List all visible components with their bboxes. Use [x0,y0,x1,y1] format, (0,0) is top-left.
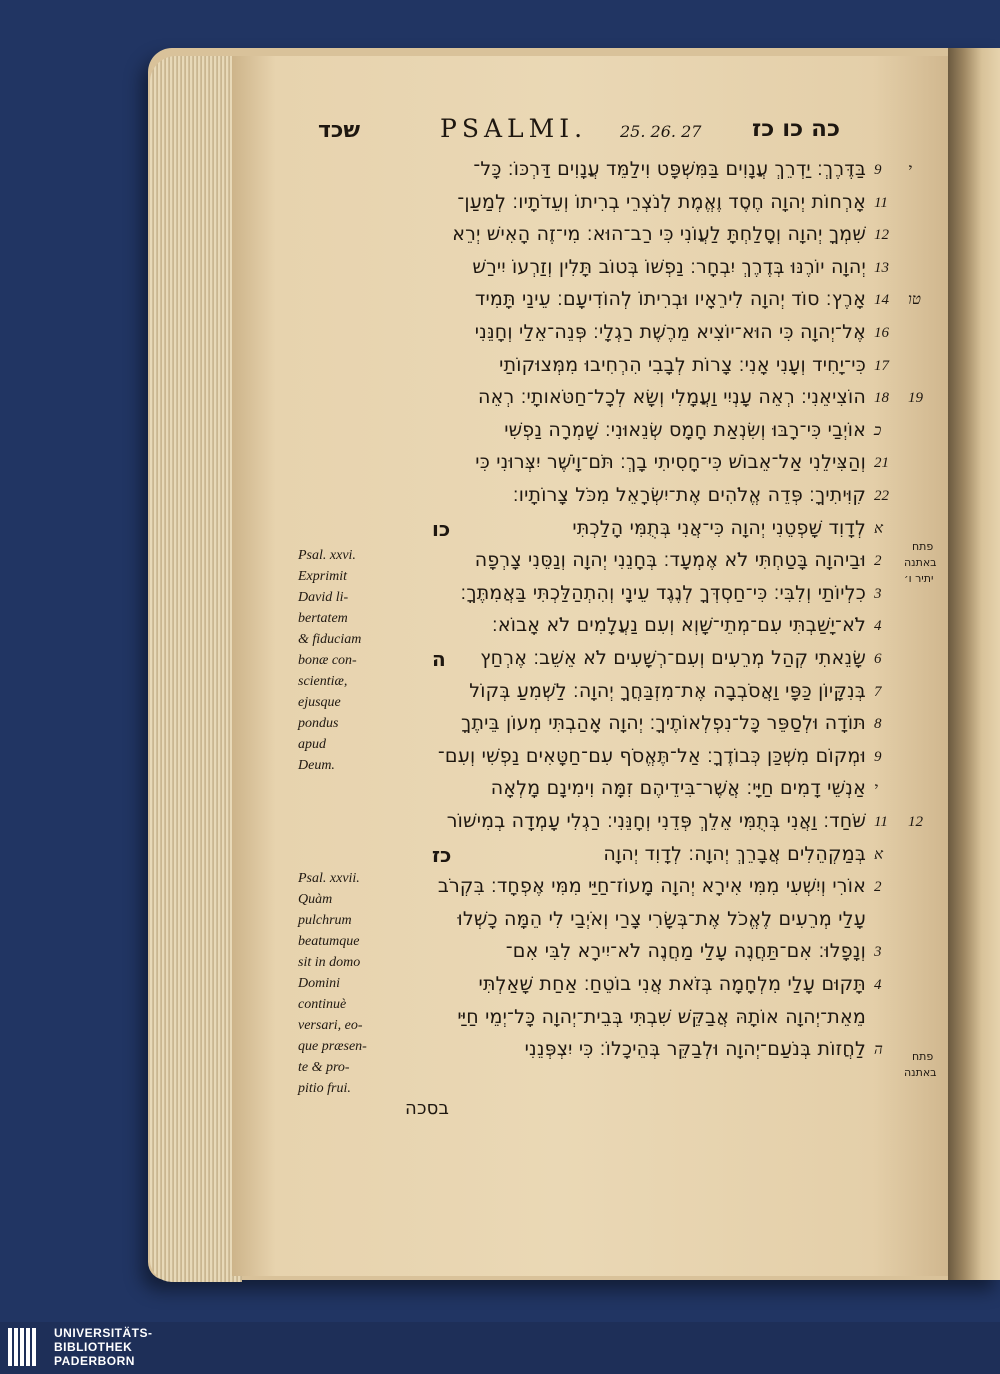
verse-number: 16 [874,325,889,341]
gloss-line: & fiduciam [298,632,362,647]
verse-number: 7 [874,684,882,700]
chapter-marker: כו [432,517,451,541]
hebrew-text-line: אוֹרִי וְיִשְׁעִי מִמִּי אִירָא יְהוָה מָעוֹז־חַיַּי מִמִּי אֶפְחָד׃ בִּקְרֹב [437,875,866,897]
gloss-line: apud [298,737,326,752]
accent-note-1: פתח [912,540,934,553]
hebrew-text-line: תּוֹדָה וּלְסַפֵּר כָּל־נִפְלְאוֹתֶיךָ׃ יְהוָה אָהַבְתִּי מְעוֹן בֵּיתֶךָ [461,712,866,734]
hebrew-text-line: אֶל־יְהוָה כִּי הוּא־יוֹצִיא מֵרֶשֶׁת רַגְלָי׃ פְּנֵה־אֵלַי וְחָנֵּנִי [474,321,866,343]
verse-number-outer: 19 [908,390,923,406]
hebrew-chapter-heading: כה כו כז [752,116,841,142]
hebrew-text-line: שָׂנֵאתִי קְהַל מְרֵעִים וְעִם־רְשָׁעִים לֹא אֵשֵׁב׃ אֶרְחַץ [480,647,866,669]
verse-number: 18 [874,390,889,406]
gloss-line: ejusque [298,695,341,710]
margin-gloss-psalm-27 [298,868,367,1099]
verse-number: 13 [874,260,889,276]
chapter-marker: ה [432,647,446,671]
gloss-line: Quàm [298,892,333,907]
verse-number: כ [874,423,882,439]
verse-number-outer: י [908,162,912,178]
gloss-line: Exprimit [298,569,347,584]
hebrew-text-line: קִוִּיתִיךָ׃ פְּדֵה אֱלֹהִים אֶת־יִשְׂרָאֵל מִכֹּל צָרוֹתָיו׃ [512,484,866,506]
gloss-line: que præsen- [298,1039,367,1054]
verse-number: 4 [874,618,882,634]
gloss-line: Psal. xxvii. [298,871,360,886]
hebrew-text-line: הוֹצִיאֵנִי׃ רְאֵה עָנְיִי וַעֲמָלִי וְשָׂא לְכָל־חַטֹּאותָי׃ רְאֵה [478,386,866,408]
verse-number: 12 [874,227,889,243]
hebrew-text-line: בְּנִקָּיוֹן כַּפָּי וַאֲסֹבְבָה אֶת־מִזְבַּחֲךָ יְהוָה׃ לַשְׁמִעַ בְּקוֹל [469,680,866,702]
hebrew-text-line: מֵאֵת־יְהוָה אוֹתָהּ אֲבַקֵּשׁ שִׁבְתִּי בְּבֵית־יְהוָה כָּל־יְמֵי חַיַּי [457,1006,866,1028]
binding-gutter [948,48,1000,1280]
verse-number: 2 [874,879,882,895]
accent-note-3: יתיר ו׳ [904,572,934,585]
hebrew-text-line: לַחֲזוֹת בְּנֹעַם־יְהוָה וּלְבַקֵּר בְּהֵיכָלוֹ׃ כִּי יִצְפְּנֵנִי [524,1038,866,1060]
gloss-line: pondus [298,716,339,731]
hebrew-text-line: אָרְחוֹת יְהוָה חֶסֶד וֶאֱמֶת לְנֹצְרֵי בְרִיתוֹ וְעֵדֹתָיו׃ לְמַעַן־ [457,191,866,213]
verse-number: א [874,847,884,863]
hebrew-text-line: וּבַיהוָה בָּטַחְתִּי לֹא אֶמְעָד׃ בְּחָנֵנִי יְהוָה וְנַסֵּנִי צָרְפָה [474,549,866,571]
hebrew-text-line: אוֹיְבַי כִּי־רָבּוּ וְשִׂנְאַת חָמָס שְׂנֵאוּנִי׃ שָׁמְרָה נַפְשִׁי [504,419,866,441]
hebrew-text-line: בַּדֶּרֶךְ׃ יַדְרֵךְ עֲנָוִים בַּמִּשְׁפָּט וִילַמֵּד עֲנָוִים דַּרְכּוֹ׃ כָּל־ [473,158,866,180]
chapter-marker: כז [432,843,452,867]
gloss-line: sit in domo [298,955,361,970]
verse-number: 4 [874,977,882,993]
verse-number: י [874,781,878,797]
verse-number: 9 [874,749,882,765]
gloss-line: bonæ con- [298,653,357,668]
accent-note-4: פתח [912,1050,934,1063]
hebrew-text-line: כִלְיוֹתַי וְלִבִּי׃ כִּי־חַסְדְּךָ לְנֶגֶד עֵינָי וְהִתְהַלַּכְתִּי בַּאֲמִתֶּךָ׃ [460,582,866,604]
hebrew-text-line: כִּי־יָחִיד וְעָנִי אָנִי׃ צָרוֹת לְבָבִי הִרְחִיבוּ מִמְּצוּקוֹתַי [499,354,866,376]
gloss-line: David li- [298,590,349,605]
gloss-line: pitio frui. [298,1081,351,1096]
folio-number: שכד [318,118,361,143]
hebrew-text-line: וּמְקוֹם מִשְׁכַּן כְּבוֹדֶךָ׃ אַל־תֶּאֱסֹף עִם־חַטָּאִים נַפְשִׁי וְעִם־ [437,745,866,767]
verse-number-outer: 12 [908,814,923,830]
chapter-numbers: 25. 26. 27 [620,122,702,141]
gloss-line: pulchrum [298,913,352,928]
page-edges [150,56,242,1282]
gloss-line: bertatem [298,611,348,626]
gloss-line: te & pro- [298,1060,350,1075]
hebrew-text-line: שִׁמְךָ יְהוָה וְסָלַחְתָּ לַעֲוֹנִי כִּי רַב־הוּא׃ מִי־זֶה הָאִישׁ יְרֵא [452,223,866,245]
gloss-line: Domini [298,976,340,991]
gloss-line: continuè [298,997,347,1012]
library-name-line-3: PADERBORN [54,1354,135,1368]
verse-number: 8 [874,716,882,732]
verse-number: 21 [874,455,889,471]
catchword: בסכה [405,1098,450,1119]
hebrew-text-line: אָרֶץ׃ סוֹד יְהוָה לִירֵאָיו וּבְרִיתוֹ לְהוֹדִיעָם׃ עֵינַי תָּמִיד [474,288,866,310]
library-logo-icon [8,1328,48,1366]
hebrew-text-line: יְהוָה יוֹרֶנּוּ בְּדֶרֶךְ יִבְחָר׃ נַפְשׁוֹ בְּטוֹב תָּלִין וְזַרְעוֹ יִירַשׁ [472,256,866,278]
verse-number: 17 [874,358,889,374]
gloss-line: beatumque [298,934,360,949]
verse-number: 9 [874,162,882,178]
verse-number: 14 [874,292,889,308]
hebrew-text-line: וְהַצִּילֵנִי אַל־אֵבוֹשׁ כִּי־חָסִיתִי בָךְ׃ תֹּם־וָיֹשֶׁר יִצְּרוּנִי כִּי [475,451,866,473]
verse-number: 11 [874,195,888,211]
gloss-line: scientiæ, [298,674,348,689]
hebrew-text-line: וְנָפָלוּ׃ אִם־תַּחֲנֶה עָלַי מַחֲנֶה לֹא־יִירָא לִבִּי אִם־ [505,940,866,962]
verse-number: 22 [874,488,889,504]
hebrew-text-line: אַנְשֵׁי דָמִים חַיָּי׃ אֲשֶׁר־בִּידֵיהֶם זִמָּה וִימִינָם מָלְאָה [490,777,866,799]
verse-number: 6 [874,651,882,667]
verse-number: 3 [874,944,882,960]
verse-number: ה [874,1042,883,1058]
margin-gloss-psalm-26 [298,545,361,776]
hebrew-text-line: תָּקוּם עָלַי מִלְחָמָה בְּזֹאת אֲנִי בוֹטֵחַ׃ אַחַת שָׁאַלְתִּי [478,973,866,995]
gloss-line: Deum. [298,758,335,773]
hebrew-text-line: עָלַי מְרֵעִים לֶאֱכֹל אֶת־בְּשָׂרִי צָרַי וְאֹיְבַי לִי הֵמָּה כָשְׁלוּ [457,908,866,930]
verse-number: א [874,521,884,537]
verse-number: 11 [874,814,888,830]
library-name [54,1326,153,1368]
running-title: PSALMI. [440,114,588,143]
accent-note-2: באתנה [904,556,937,569]
verse-number: 2 [874,553,882,569]
hebrew-text-line: שֹּׁחַד׃ וַאֲנִי בְּתֻמִּי אֵלֵךְ פְּדֵנִי וְחָנֵּנִי׃ רַגְלִי עָמְדָה בְמִישׁוֹר [446,810,866,832]
hebrew-text-line: לֹא־יָשַׁבְתִּי עִם־מְתֵי־שָׁוְא וְעִם נַעֲלָמִים לֹא אָבוֹא׃ [492,614,866,636]
library-name-line-2: BIBLIOTHEK [54,1340,133,1354]
verse-number: 3 [874,586,882,602]
hebrew-text-line: בְּמַקְהֵלִים אֲבָרֵךְ יְהוָה׃ לְדָוִד יְהוָה [603,843,866,865]
gloss-line: Psal. xxvi. [298,548,356,563]
gloss-line: versari, eo- [298,1018,363,1033]
hebrew-text-line: לְדָוִד שָׁפְטֵנִי יְהוָה כִּי־אֲנִי בְּתֻמִּי הָלַכְתִּי [572,517,866,539]
library-name-line-1: UNIVERSITÄTS- [54,1326,153,1340]
verse-number-outer: טו [908,292,921,308]
accent-note-5: באתנה [904,1066,937,1079]
